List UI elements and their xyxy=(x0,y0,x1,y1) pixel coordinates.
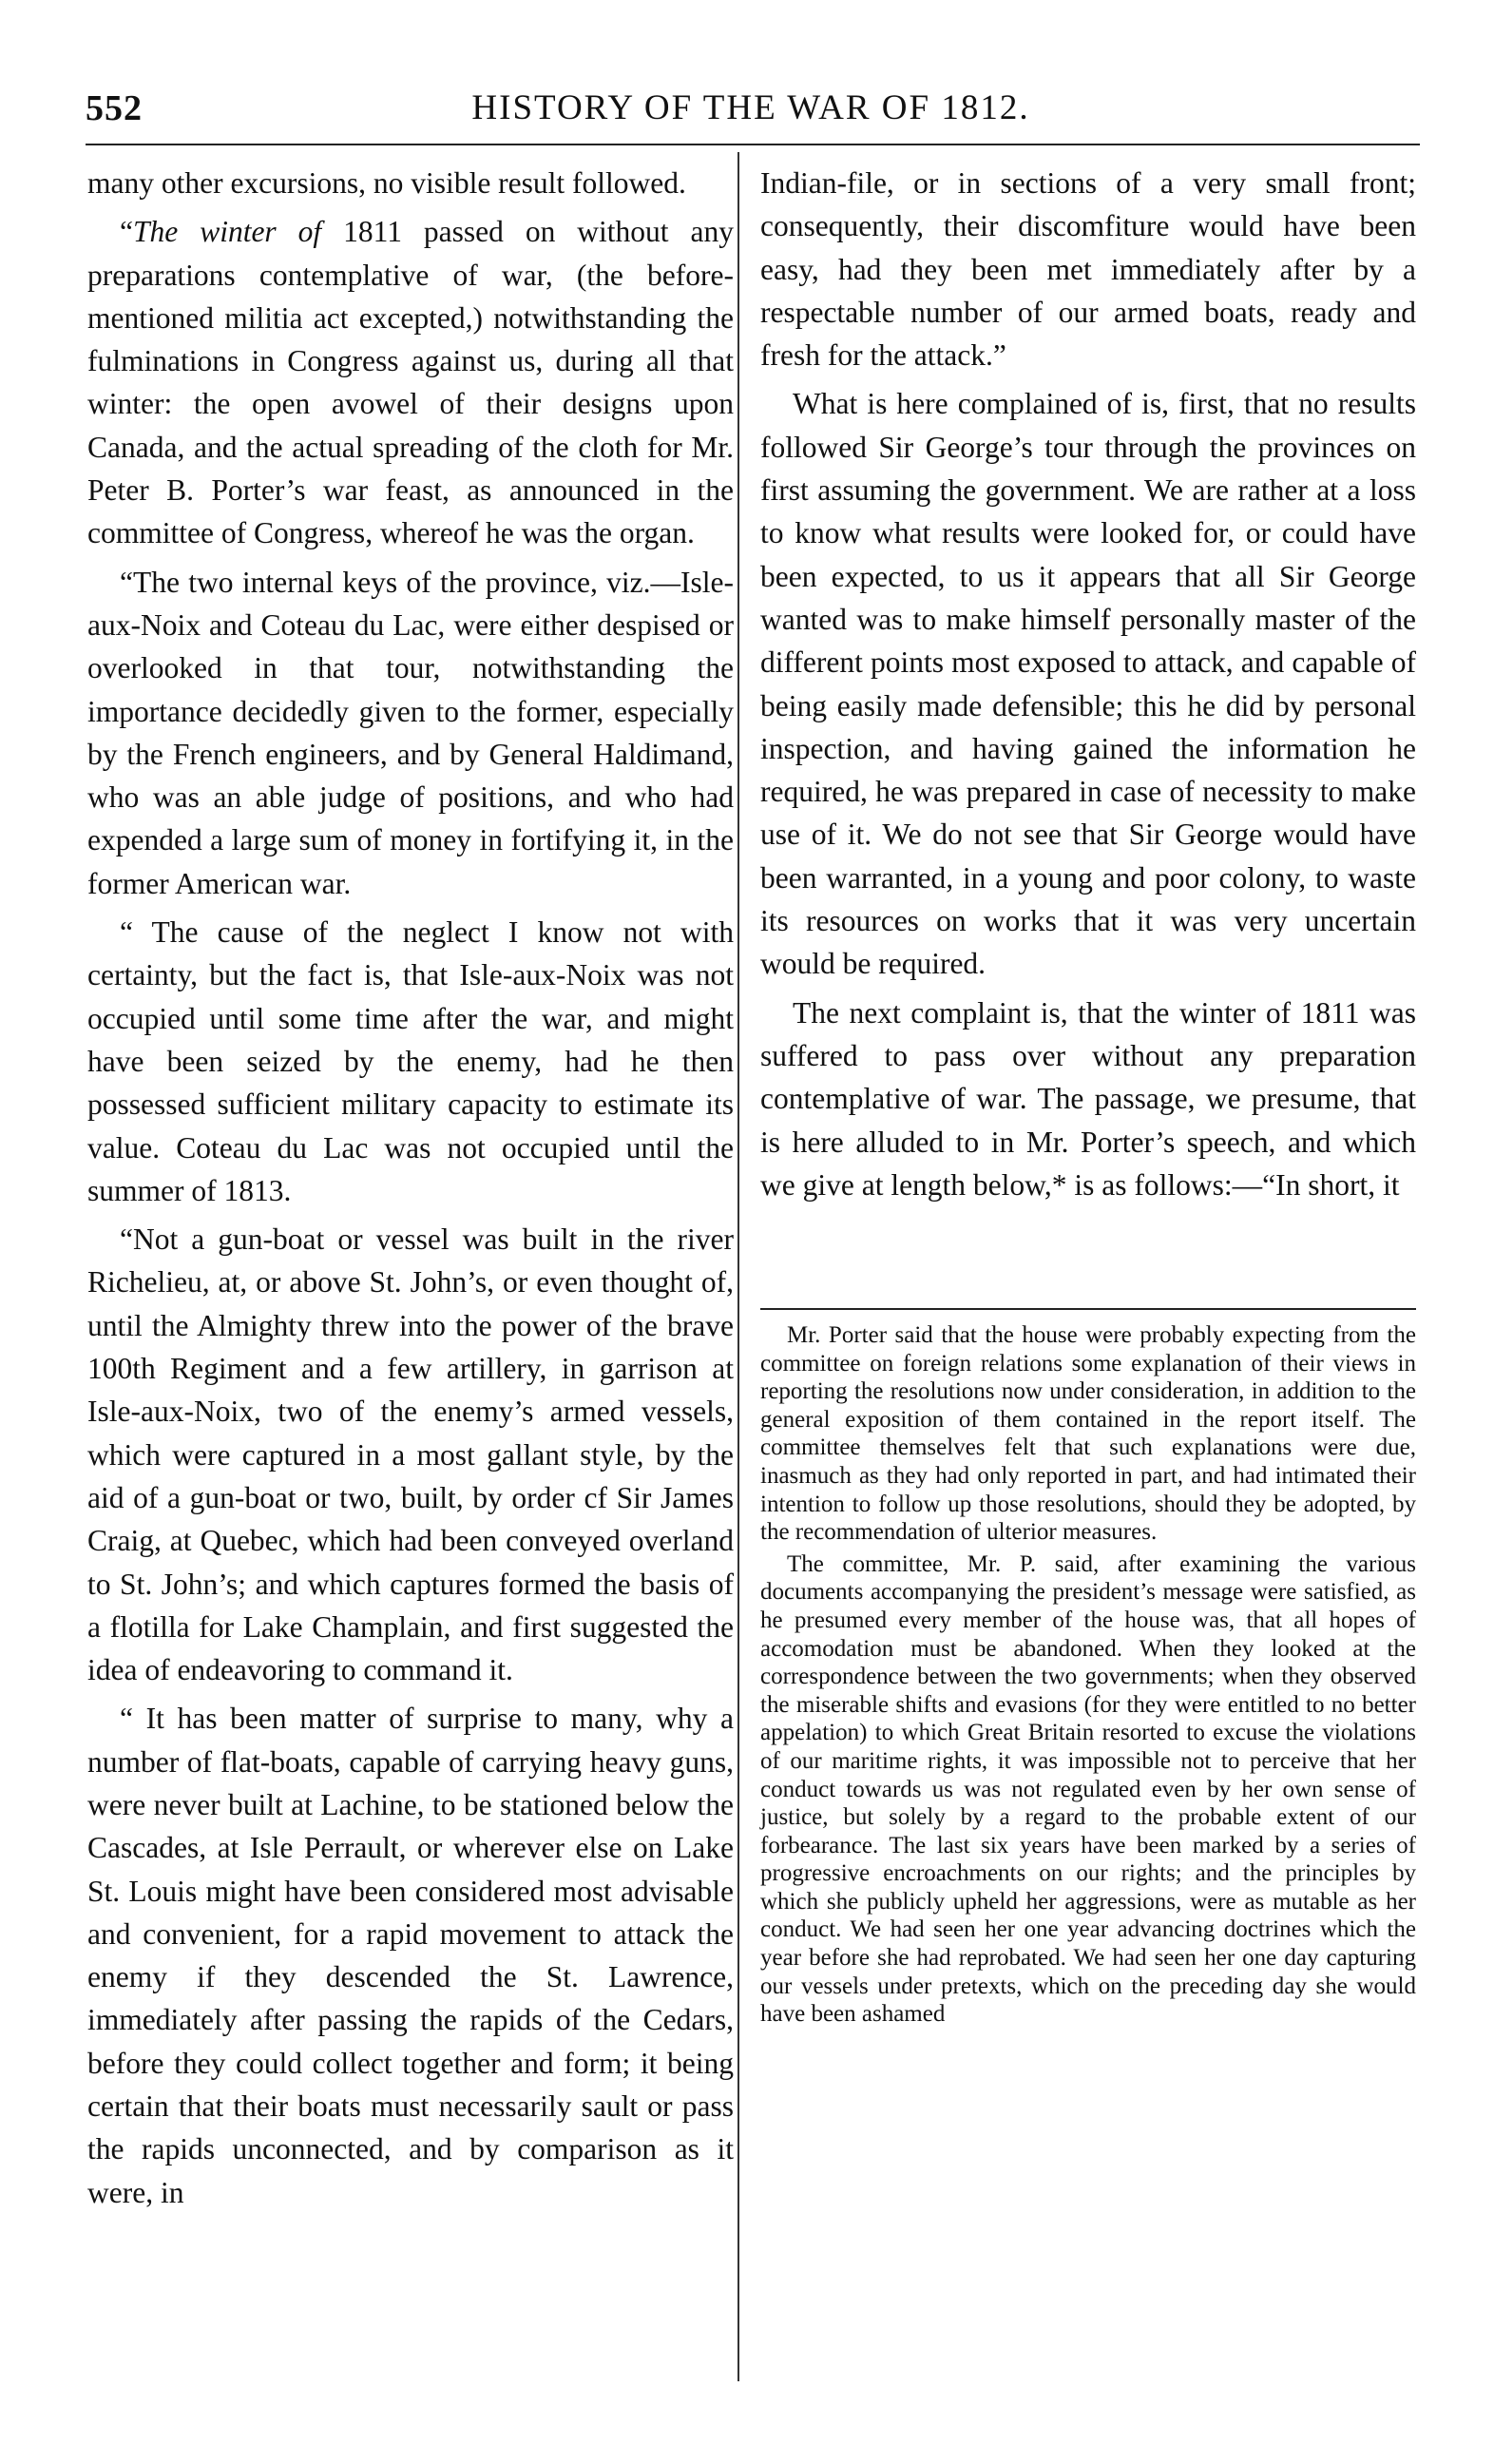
paragraph: “The two internal keys of the province, viz.—Isle-aux-Noix and Coteau du Lac, were either despised or overlooked in that tour, notwithstanding the importance decidedly given to the former, especially by the French engineers, and by General Haldimand, who was an able judge of positions, and who had expended a large sum of money in fortifying it, in the former American war. xyxy=(87,565,734,900)
footnote xyxy=(760,1321,1416,2032)
header-rule xyxy=(86,144,1420,145)
paragraph: “ It has been matter of surprise to many, why a number of flat-boats, capable of carrying heavy guns, were never built at Lachine, to be stationed below the Cascades, at Isle Perrault, or wherever else on Lake St. Louis might have been considered most advisable and convenient, for a rapid movement to attack the enemy if they descended the St. Lawrence, immediately after passing the rapids of the Cedars, before they could collect together and form; it being certain that their boats must necessarily sault or pass the rapids unconnected, and by comparison as it were, in xyxy=(87,1702,734,2209)
paragraph: “ The cause of the neglect I know not with certainty, but the fact is, that Isle-aux-Noix was not occupied until some time after the war, and might have been seized by the enemy, had he then possessed sufficient military capacity to estimate its value. Coteau du Lac was not occupied until the summer of 1813. xyxy=(87,915,734,1207)
footnote-paragraph: The committee, Mr. P. said, after examining the various documents accompanying the president’s message were satisfied, as he presumed every member of the house was, that all hopes of accomodation must be abandoned. When they looked at the correspondence between the two governments; when they observed the miserable shifts and evasions (for they were entitled to no better appelation) to which Great Britain resorted to excuse the violations of our maritime rights, it was impossible not to perceive that her conduct towards us was not regulated even by her own sense of justice, but solely by a regard to the probable extent of our forbearance. The last six years have been marked by a series of progressive encroachments on our rights; and the principles by which she publicly upheld her aggressions, were as mutable as her conduct. We had seen her one year advancing doctrines which the year before she had reprobated. We had seen her one day capturing our vessels under pretexts, which on the preceding day she would have been ashamed xyxy=(760,1550,1416,2028)
right-column xyxy=(760,162,1416,1212)
footnote-rule xyxy=(760,1308,1416,1310)
paragraph: “Not a gun-boat or vessel was built in the river Richelieu, at, or above St. John’s, or even thought of, until the Almighty threw into the power of the brave 100th Regiment and a few artillery, in garrison at Isle-aux-Noix, two of the enemy’s armed vessels, which were captured in a most gallant style, by the aid of a gun-boat or two, built, by order cf Sir James Craig, at Quebec, which had been conveyed overland to St. John’s; and which captures formed the basis of a flotilla for Lake Champlain, and first suggested the idea of endeavoring to command it. xyxy=(87,1222,734,1687)
footnote-paragraph: Mr. Porter said that the house were probably expecting from the committee on foreign relations some explanation of their views in reporting the resolutions now under consideration, in addition to the general exposition of them contained in the report itself. The committee themselves felt that such explanations were due, inasmuch as they had only reported in part, and had intimated their intention to follow up those resolutions, should they be adopted, by the recommendation of ulterior measures. xyxy=(760,1322,1416,1546)
paragraph xyxy=(87,210,734,554)
page-header xyxy=(86,87,1416,144)
paragraph: The next complaint is, that the winter of 1811 was suffered to pass over without any preparation contemplative of war. The passage, we presume, that is here alluded to in Mr. Porter’s speech, and which we give at length below,* is as follows:—“In short, it xyxy=(760,995,1416,1202)
open-quote: “ xyxy=(120,215,133,249)
left-column xyxy=(87,162,734,2220)
paragraph: What is here complained of is, first, that no results followed Sir George’s tour through the provinces on first assuming the government. We are rather at a loss to know what results were looked for, or could have been expected, to us it appears that all Sir George wanted was to make himself personally master of the different points most exposed to attack, and capable of being easily made defensible; this he did by personal inspection, and having gained the information he required, he was prepared in case of necessity to make use of it. We do not see that Sir George would have been warranted, in a young and poor colony, to waste its resources on works that it was very uncertain would be required. xyxy=(760,387,1416,981)
paragraph: Indian-file, or in sections of a very small front; consequently, their discomfiture would have been easy, had they been met immediately after by a respectable number of our armed boats, ready and fresh for the attack.” xyxy=(760,166,1416,373)
paragraph-text: 1811 passed on without any preparations contemplative of war, (the before-mentioned militia act excepted,) notwithstanding the fulminations in Congress against us, during all that winter: the open avowel of their designs upon Canada, and the actual spreading of the cloth for Mr. Peter B. Porter’s war feast, as announced in the committee of Congress, whereof he was the organ. xyxy=(87,215,734,550)
column-divider xyxy=(737,152,739,2381)
paragraph: many other excursions, no visible result followed. xyxy=(87,166,686,200)
page-number: 552 xyxy=(86,88,143,128)
italic-phrase: The winter of xyxy=(132,215,322,249)
running-title: HISTORY OF THE WAR OF 1812. xyxy=(471,88,1030,127)
